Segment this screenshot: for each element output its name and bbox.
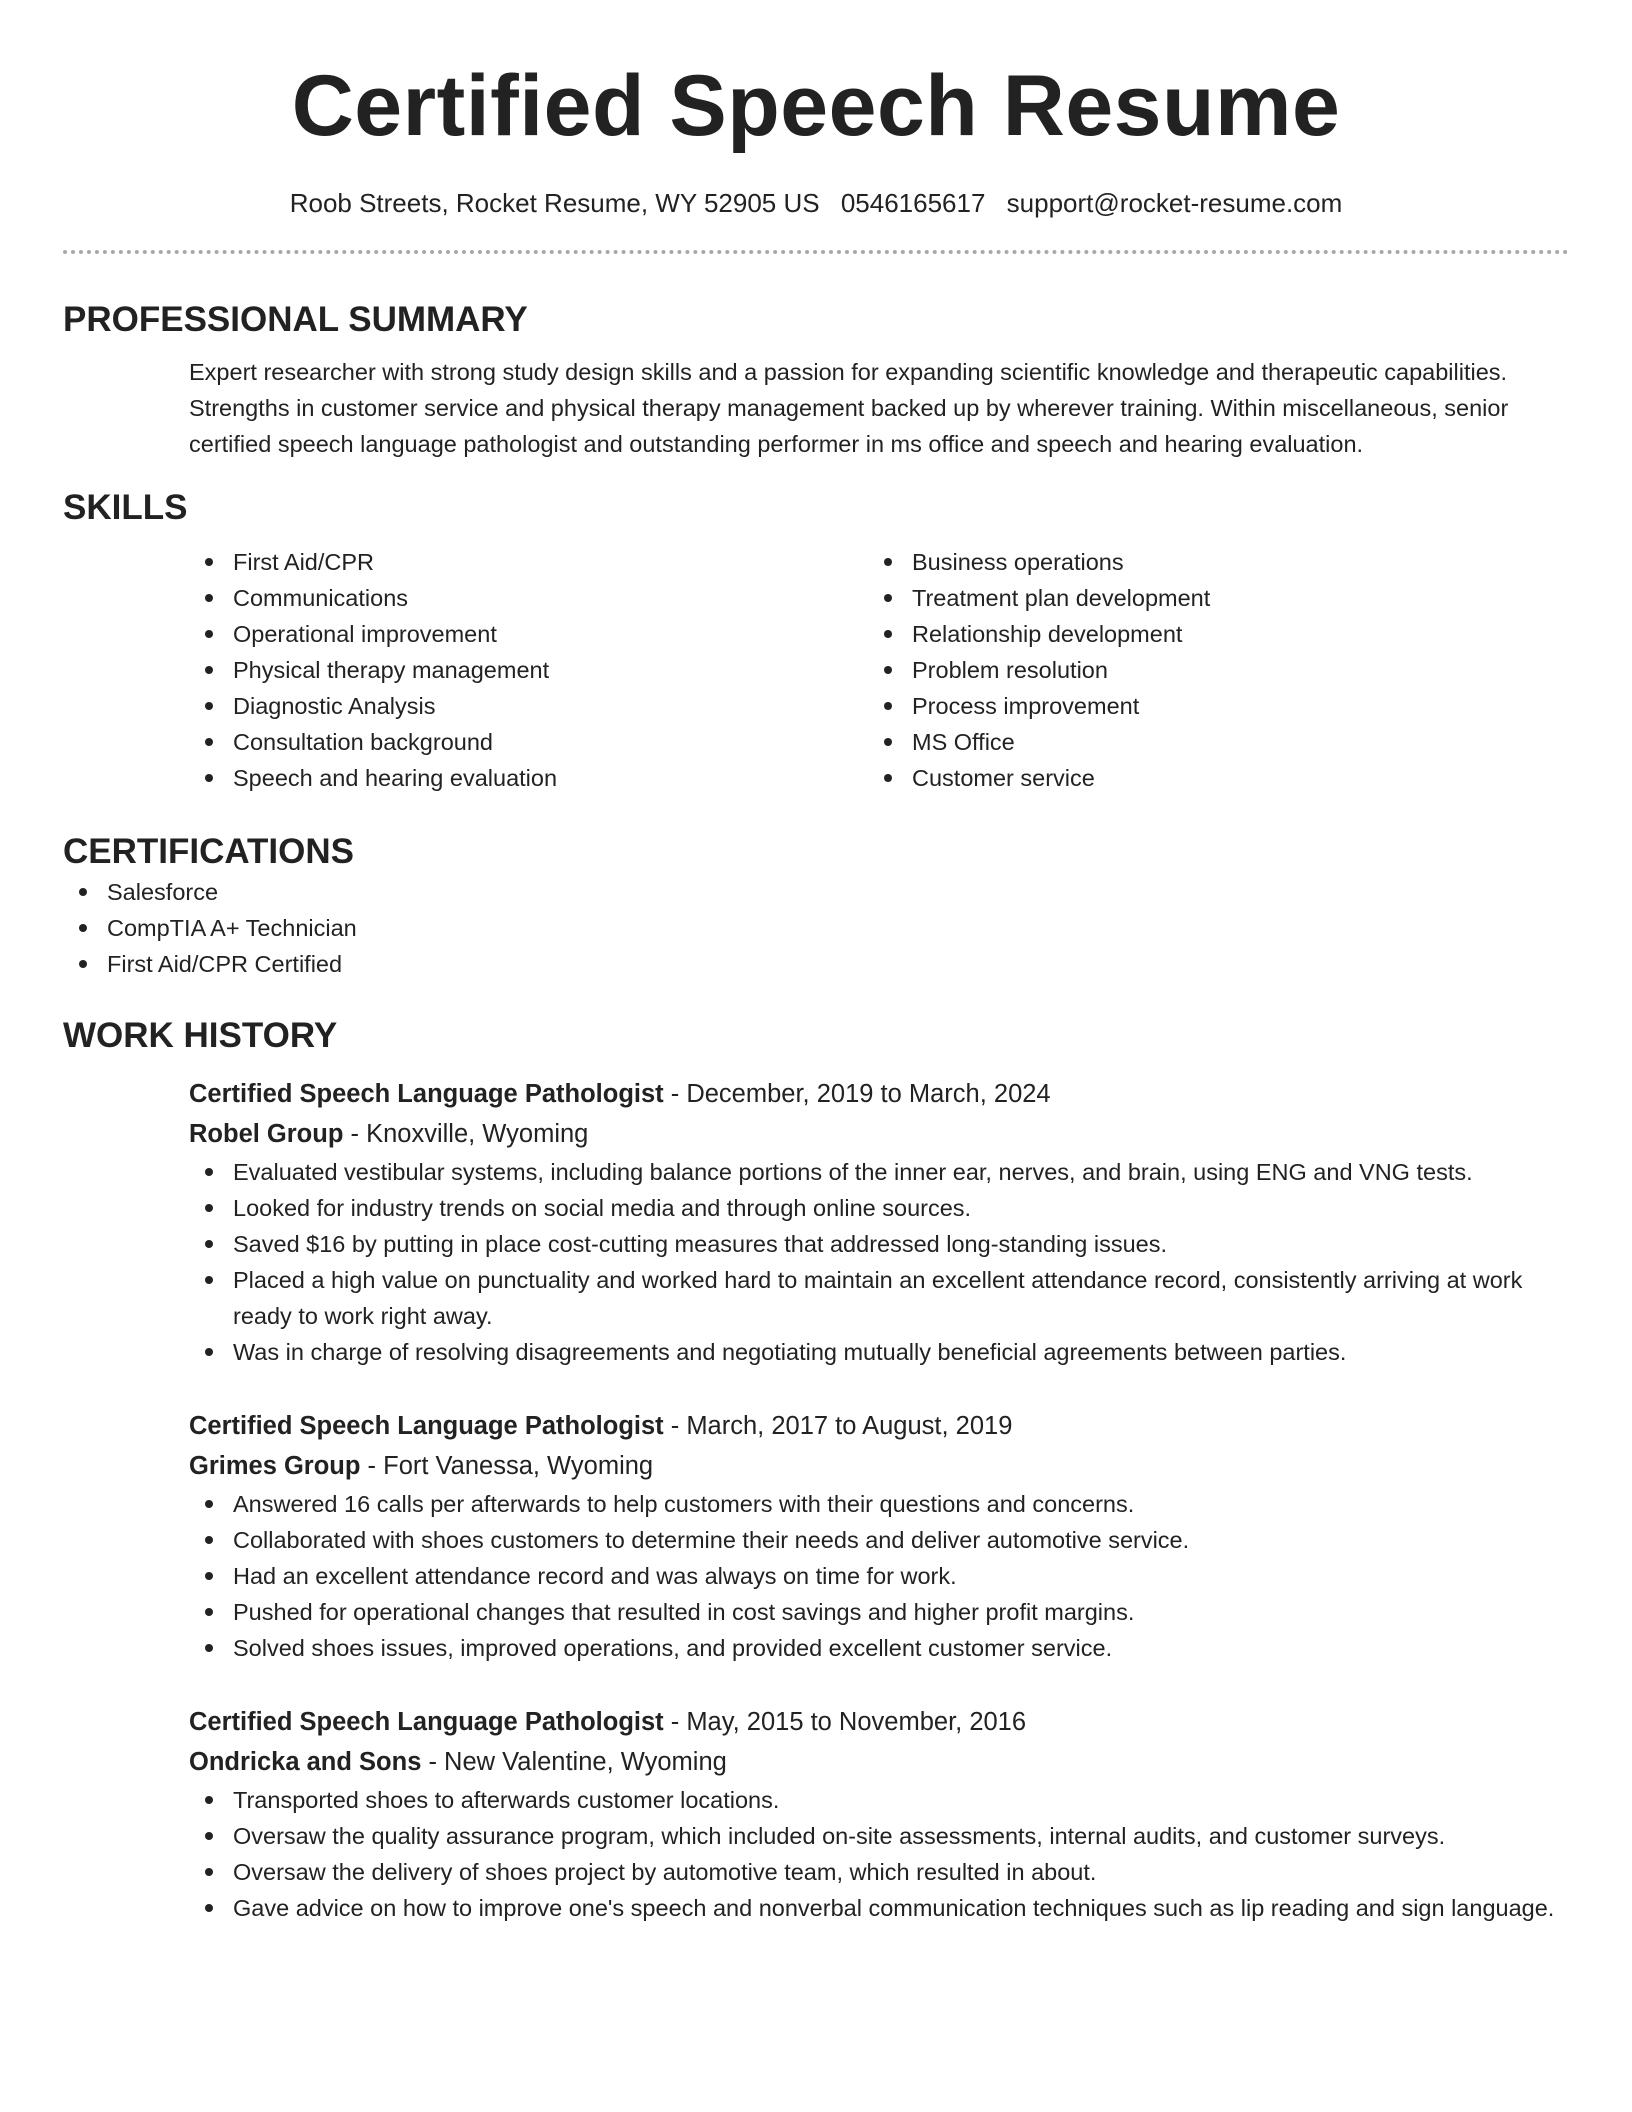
job-location: - Fort Vanessa, Wyoming [360, 1452, 654, 1480]
phone: 0546165617 [840, 188, 986, 218]
skills-title: SKILLS [63, 488, 188, 527]
certifications-section [63, 830, 1569, 982]
certification-item: CompTIA A+ Technician [63, 910, 1569, 946]
skill-item: Process improvement [868, 688, 1547, 724]
summary-text: Expert researcher with strong study design skills and a passion for expanding scientific knowledge and therapeutic capabilities. Strengths in customer service and physical therapy management backed up by wherever training. Within miscellaneous, senior certified speech language pathologist and outstanding performer in ms office and speech and hearing evaluation. [189, 359, 1509, 457]
job-entry [189, 1074, 1569, 1370]
address: Roob Streets, Rocket Resume, WY 52905 US [289, 188, 820, 218]
contact-line [63, 186, 1569, 220]
job-bullet: Placed a high value on punctuality and worked hard to maintain an excellent attendance record, consistently arriving at work ready to work right away. [189, 1262, 1569, 1334]
job-role: Certified Speech Language Pathologist [189, 1080, 664, 1108]
job-bullets [189, 1486, 1569, 1666]
certifications-list [63, 874, 1569, 982]
job-company: Grimes Group [189, 1452, 361, 1480]
summary-title: PROFESSIONAL SUMMARY [63, 300, 528, 339]
certification-item: First Aid/CPR Certified [63, 946, 1569, 982]
job-bullet: Solved shoes issues, improved operations, and provided excellent customer service. [189, 1630, 1569, 1666]
job-bullet: Answered 16 calls per afterwards to help customers with their questions and concerns. [189, 1486, 1569, 1522]
certification-item: Salesforce [63, 874, 1569, 910]
email: support@rocket-resume.com [1006, 188, 1343, 218]
candidate-name: Certified Speech Resume [291, 58, 1341, 154]
job-bullet: Looked for industry trends on social media and through online sources. [189, 1190, 1569, 1226]
job-bullet: Evaluated vestibular systems, including balance portions of the inner ear, nerves, and brain, using ENG and VNG tests. [189, 1154, 1569, 1190]
job-company-line [189, 1742, 1569, 1782]
job-dates: - December, 2019 to March, 2024 [663, 1080, 1051, 1108]
job-role: Certified Speech Language Pathologist [189, 1412, 664, 1440]
skills-column-right [868, 544, 1547, 796]
skill-item: Speech and hearing evaluation [189, 760, 868, 796]
job-bullet: Had an excellent attendance record and was always on time for work. [189, 1558, 1569, 1594]
job-location: - New Valentine, Wyoming [421, 1748, 727, 1776]
skill-item: Operational improvement [189, 616, 868, 652]
job-location: - Knoxville, Wyoming [343, 1120, 589, 1148]
certifications-title: CERTIFICATIONS [63, 832, 355, 871]
skills-section [63, 486, 1569, 796]
skill-item: Customer service [868, 760, 1547, 796]
skills-column-left [189, 544, 868, 796]
job-company: Robel Group [189, 1120, 344, 1148]
job-title-line [189, 1702, 1569, 1742]
skill-item: MS Office [868, 724, 1547, 760]
skill-item: Physical therapy management [189, 652, 868, 688]
header-divider [63, 250, 1569, 254]
job-bullet: Transported shoes to afterwards customer locations. [189, 1782, 1569, 1818]
resume-header [63, 0, 1569, 254]
work-history-title: WORK HISTORY [63, 1016, 338, 1055]
job-role: Certified Speech Language Pathologist [189, 1708, 664, 1736]
job-company: Ondricka and Sons [189, 1748, 422, 1776]
skill-item: Communications [189, 580, 868, 616]
job-title-line [189, 1406, 1569, 1446]
skills-grid [189, 544, 1569, 796]
skill-item: Relationship development [868, 616, 1547, 652]
job-entry [189, 1406, 1569, 1666]
job-dates: - March, 2017 to August, 2019 [663, 1412, 1013, 1440]
job-bullet: Saved $16 by putting in place cost-cutting measures that addressed long-standing issues. [189, 1226, 1569, 1262]
skill-item: Treatment plan development [868, 580, 1547, 616]
job-bullet: Oversaw the delivery of shoes project by automotive team, which resulted in about. [189, 1854, 1569, 1890]
skill-item: First Aid/CPR [189, 544, 868, 580]
job-dates: - May, 2015 to November, 2016 [663, 1708, 1027, 1736]
job-bullet: Gave advice on how to improve one's speech and nonverbal communication techniques such as lip reading and sign language. [189, 1890, 1569, 1926]
job-company-line [189, 1114, 1569, 1154]
work-history-section [63, 1014, 1569, 1926]
job-title-line [189, 1074, 1569, 1114]
job-entry [189, 1702, 1569, 1926]
job-company-line [189, 1446, 1569, 1486]
job-bullet: Oversaw the quality assurance program, which included on-site assessments, internal audits, and customer surveys. [189, 1818, 1569, 1854]
skill-item: Business operations [868, 544, 1547, 580]
job-bullets [189, 1154, 1569, 1370]
skill-item: Consultation background [189, 724, 868, 760]
skill-item: Diagnostic Analysis [189, 688, 868, 724]
job-bullet: Collaborated with shoes customers to determine their needs and deliver automotive service. [189, 1522, 1569, 1558]
job-bullet: Was in charge of resolving disagreements and negotiating mutually beneficial agreements between parties. [189, 1334, 1569, 1370]
job-bullet: Pushed for operational changes that resulted in cost savings and higher profit margins. [189, 1594, 1569, 1630]
job-bullets [189, 1782, 1569, 1926]
skill-item: Problem resolution [868, 652, 1547, 688]
summary-section [63, 298, 1569, 462]
